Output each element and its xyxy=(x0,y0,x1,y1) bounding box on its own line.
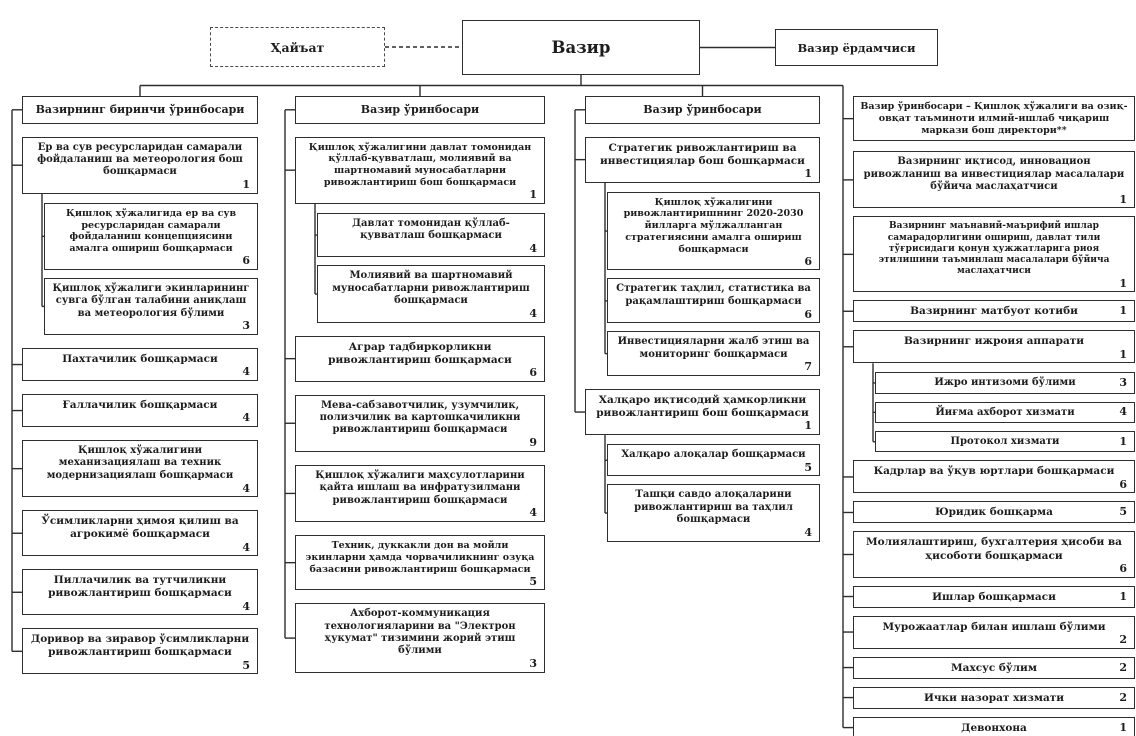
org-box-label: Техник, дуккакли дон ва мойли экинларни ҳамда чорвачиликнинг озуқа базасини ривожлантириш бошқармаси xyxy=(305,540,535,575)
staff-count: 1 xyxy=(1119,720,1127,734)
staff-count: 1 xyxy=(1119,347,1127,361)
org-box-label: Ўсимликларни ҳимоя қилиш ва агрокимё бошқармаси xyxy=(41,515,239,541)
org-box xyxy=(853,330,1135,363)
staff-count: 4 xyxy=(1119,405,1127,419)
staff-count: 6 xyxy=(1119,477,1127,491)
staff-count: 6 xyxy=(804,307,812,321)
org-box xyxy=(853,531,1135,577)
org-box-label: Қишлоқ хўжалиги экинларининг сувга бўлган талабини аниқлаш ва метеорология бўлими xyxy=(52,282,250,319)
org-unit xyxy=(10,569,258,615)
org-unit xyxy=(841,460,1135,493)
staff-count: 2 xyxy=(1119,632,1127,646)
org-box-label: Вазирнинг иқтисод, инновацион ривожланиш ва инвестициялар масалалари бўйича маслаҳатчиси xyxy=(863,156,1125,193)
org-box xyxy=(875,372,1135,393)
org-box-label: Мурожаатлар билан ишлаш бўлими xyxy=(882,620,1106,633)
org-unit xyxy=(283,395,545,452)
org-box xyxy=(585,389,820,435)
org-box xyxy=(875,402,1135,423)
org-box-label: Пахтачилик бошқармаси xyxy=(62,353,218,366)
org-box-label: Қишлоқ хўжалигида ер ва сув ресурсларидан самарали фойдаланиш концепциясини амалга ошириш бошқармаси xyxy=(65,207,237,255)
org-box-label: Махсус бўлим xyxy=(951,661,1037,674)
org-box xyxy=(317,265,545,322)
staff-count: 4 xyxy=(529,241,537,255)
column-header xyxy=(22,96,258,124)
org-box-label: Мева-сабзавотчилик, узумчилик, полизчилик ва картошкачиликни ривожлантириш бошқармаси xyxy=(319,399,521,436)
minister-label: Вазир xyxy=(551,38,611,57)
org-unit xyxy=(841,330,1135,452)
org-box-label: Давлат томонидан қўллаб-қувватлаш бошқармаси xyxy=(352,217,510,242)
org-unit xyxy=(283,603,545,673)
staff-count: 5 xyxy=(804,460,812,474)
org-unit xyxy=(841,151,1135,208)
org-column-4 xyxy=(841,96,1135,736)
staff-count: 5 xyxy=(1119,505,1127,519)
org-box xyxy=(853,586,1135,608)
org-sub-group xyxy=(841,372,1135,452)
org-unit xyxy=(573,137,820,376)
board-label: Ҳайъат xyxy=(270,39,325,55)
org-box xyxy=(607,278,820,323)
staff-count: 4 xyxy=(804,526,812,540)
staff-count: 1 xyxy=(529,188,537,202)
org-box-label: Ишлар бошқармаси xyxy=(932,590,1056,603)
org-box-label: Қишлоқ хўжалиги маҳсулотларини қайта ишлаш ва инфратузилмани ривожлантириш бошқармаси xyxy=(315,469,525,506)
org-box xyxy=(853,460,1135,493)
assistant-box xyxy=(775,29,938,66)
board-box xyxy=(210,27,385,67)
org-box-label: Ташқи савдо алоқаларини ривожлантириш ва таҳлил бошқармаси xyxy=(634,489,793,526)
org-unit xyxy=(841,300,1135,322)
staff-count: 1 xyxy=(1119,192,1127,206)
staff-count: 7 xyxy=(804,360,812,374)
org-box-label: Аграр тадбиркорликни ривожлантириш бошқармаси xyxy=(328,340,512,366)
org-unit xyxy=(10,628,258,674)
staff-count: 1 xyxy=(1119,434,1127,448)
org-box xyxy=(317,213,545,258)
staff-count: 4 xyxy=(242,411,250,425)
org-box-label: Инвестицияларни жалб этиш ва мониторинг бошқармаси xyxy=(617,336,810,360)
org-box-label: Вазирнинг биринчи ўринбосари xyxy=(35,103,245,116)
org-unit xyxy=(10,348,258,381)
staff-count: 1 xyxy=(804,419,812,433)
org-box-label: Вазир ўринбосари – Қишлоқ хўжалиги ва озиқ-овқат таъминоти илмий-ишлаб чиқариш маркази бош директори** xyxy=(860,101,1128,136)
org-unit xyxy=(10,440,258,497)
org-column-2 xyxy=(283,96,545,686)
org-box-label: Ички назорат хизмати xyxy=(923,691,1065,704)
column-header xyxy=(295,96,545,124)
org-box xyxy=(22,569,258,615)
staff-count: 4 xyxy=(529,506,537,520)
org-box xyxy=(585,137,820,183)
staff-count: 4 xyxy=(529,307,537,321)
org-column-1 xyxy=(10,96,258,687)
staff-count: 1 xyxy=(1119,589,1127,603)
staff-count: 5 xyxy=(242,658,250,672)
staff-count: 1 xyxy=(804,167,812,181)
org-unit xyxy=(841,501,1135,523)
org-box-label: Ижро интизоми бўлими xyxy=(934,377,1076,389)
staff-count: 4 xyxy=(242,481,250,495)
org-sub-group xyxy=(283,213,545,323)
org-box xyxy=(853,657,1135,679)
org-box xyxy=(22,137,258,194)
org-box-label: Молиявий ва шартномавий муносабатларни ривожлантириш бошқармаси xyxy=(332,270,530,307)
staff-count: 2 xyxy=(1119,660,1127,674)
org-box-label: Стратегик ривожлантириш ва инвестициялар бош бошқармаси xyxy=(600,141,805,167)
org-box xyxy=(44,278,258,335)
org-box xyxy=(607,192,820,271)
org-box-label: Йиғма ахборот хизмати xyxy=(935,406,1075,418)
staff-count: 6 xyxy=(804,254,812,268)
staff-count: 3 xyxy=(529,657,537,671)
org-box xyxy=(295,395,545,452)
org-box-label: Девонхона xyxy=(961,721,1027,734)
org-unit xyxy=(573,389,820,542)
staff-count: 1 xyxy=(1119,276,1127,290)
staff-count: 2 xyxy=(1119,690,1127,704)
org-sub-group xyxy=(573,192,820,376)
org-box-label: Қишлоқ хўжалигини ривожлантиришнинг 2020-2030 йилларга мўлжалланган стратегиясини амалга ошириш бошқармаси xyxy=(623,196,804,255)
org-box-label: Протокол хизмати xyxy=(950,436,1060,448)
org-box xyxy=(295,336,545,382)
org-box xyxy=(607,484,820,541)
org-unit xyxy=(841,657,1135,679)
org-box-label: Вазирнинг ижроия аппарати xyxy=(903,335,1085,348)
staff-count: 6 xyxy=(242,254,250,268)
org-box xyxy=(22,348,258,381)
org-box-label: Вазирнинг матбуот котиби xyxy=(910,305,1078,318)
org-box-label: Молиялаштириш, бухгалтерия ҳисоби ва ҳисоботи бошқармаси xyxy=(866,536,1122,562)
org-box-label: Ахборот-коммуникация технологияларини ва "Электрон ҳукумат" тизимини жорий этиш бўлими xyxy=(324,608,516,657)
org-unit xyxy=(841,717,1135,736)
org-unit xyxy=(283,336,545,382)
staff-count: 6 xyxy=(1119,561,1127,575)
org-box-label: Халқаро алоқалар бошқармаси xyxy=(621,449,806,461)
org-box xyxy=(853,300,1135,322)
org-box xyxy=(22,394,258,427)
staff-count: 5 xyxy=(529,574,537,588)
staff-count: 4 xyxy=(242,540,250,554)
org-unit xyxy=(10,510,258,556)
org-box xyxy=(22,510,258,556)
org-box-label: Пиллачилик ва тутчиликни ривожлантириш бошқармаси xyxy=(48,574,232,600)
staff-count: 6 xyxy=(529,366,537,380)
org-sub-group xyxy=(573,444,820,542)
staff-count: 1 xyxy=(242,178,250,192)
org-unit xyxy=(841,586,1135,608)
org-box-label: Доривор ва зиравор ўсимликларни ривожлантириш бошқармаси xyxy=(30,633,250,659)
org-box-label: Қишлоқ хўжалигини давлат томонидан қўллаб-қувватлаш, молиявий ва шартномавий муносабатларни ривожлантириш бош бошқармаси xyxy=(308,141,532,188)
org-box xyxy=(853,687,1135,709)
org-box xyxy=(853,151,1135,208)
org-box xyxy=(875,431,1135,452)
minister-box xyxy=(462,20,700,75)
staff-count: 9 xyxy=(529,436,537,450)
staff-count: 1 xyxy=(1119,304,1127,318)
org-box-label: Ер ва сув ресурсларидан самарали фойдаланиш ва метеорология бош бошқармаси xyxy=(37,141,243,178)
org-unit xyxy=(10,394,258,427)
org-box-label: Вазир ўринбосари xyxy=(643,103,762,116)
org-column-3 xyxy=(573,96,820,555)
staff-count: 3 xyxy=(242,319,250,333)
org-box xyxy=(22,440,258,497)
org-box xyxy=(44,203,258,270)
org-box xyxy=(853,616,1135,649)
org-unit xyxy=(283,535,545,590)
assistant-label: Вазир ёрдамчиси xyxy=(797,40,916,55)
org-box xyxy=(295,465,545,522)
org-box-label: Стратегик таҳлил, статистика ва рақамлаштириш бошқармаси xyxy=(616,283,811,307)
org-box-label: Вазир ўринбосари xyxy=(360,103,480,116)
org-box xyxy=(853,501,1135,523)
staff-count: 4 xyxy=(242,599,250,613)
org-box xyxy=(607,331,820,376)
org-unit xyxy=(841,216,1135,292)
org-unit xyxy=(10,137,258,335)
org-box-label: Халқаро иқтисодий ҳамкорликни ривожлантириш бош бошқармаси xyxy=(596,394,809,420)
staff-count: 3 xyxy=(1119,376,1127,390)
org-box xyxy=(295,535,545,590)
org-box xyxy=(295,603,545,673)
org-unit xyxy=(841,531,1135,577)
org-box-label: Кадрлар ва ўқув юртлари бошқармаси xyxy=(873,465,1115,478)
org-box-label: Ғаллачилик бошқармаси xyxy=(62,399,218,412)
org-unit xyxy=(283,137,545,323)
org-box-label: Қишлоқ хўжалигини механизациялаш ва техник модернизациялаш бошқармаси xyxy=(46,445,234,481)
column-header xyxy=(853,96,1135,141)
org-unit xyxy=(283,465,545,522)
staff-count: 4 xyxy=(242,365,250,379)
org-unit xyxy=(841,687,1135,709)
org-box-label: Вазирнинг маънавий-маърифий ишлар самарадорлигини ошириш, давлат тили тўғрисидаги қонун ҳужжатларига риоя этилишини таъминлаш масалалари бўйича маслаҳатчиси xyxy=(878,221,1110,277)
column-header xyxy=(585,96,820,124)
org-box-label: Юридик бошқарма xyxy=(935,506,1053,519)
org-box xyxy=(22,628,258,674)
org-box xyxy=(853,717,1135,736)
org-unit xyxy=(841,616,1135,649)
org-box xyxy=(853,216,1135,292)
org-box xyxy=(607,444,820,476)
org-sub-group xyxy=(10,203,258,335)
org-box xyxy=(295,137,545,204)
